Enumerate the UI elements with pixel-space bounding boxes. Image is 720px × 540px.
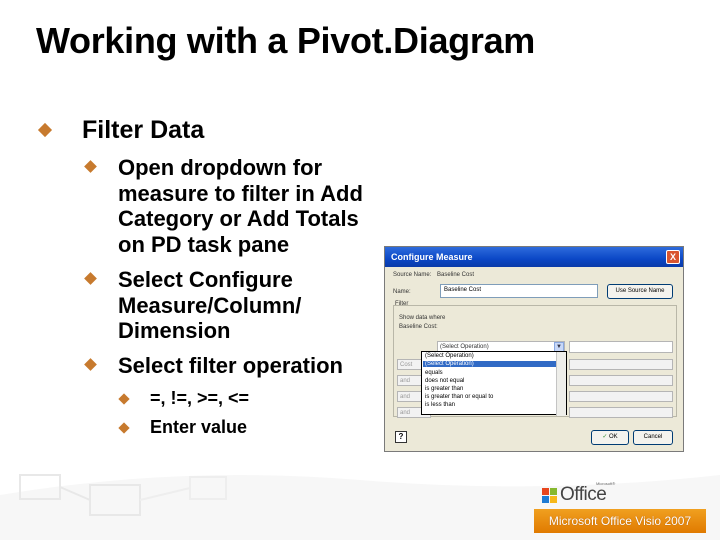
dropdown-scrollbar[interactable]: [556, 352, 566, 416]
office-logo-small-text: Microsoft®: [596, 481, 616, 486]
logo-square-icon: [550, 496, 557, 503]
bullet-open-dropdown: [118, 155, 388, 257]
operator-combo-value: (Select Operation): [440, 344, 489, 350]
dialog-title: Configure Measure: [385, 247, 683, 267]
help-icon[interactable]: ?: [395, 431, 407, 443]
logo-square-icon: [542, 496, 549, 503]
cancel-button[interactable]: Cancel: [633, 430, 673, 445]
bullet-diamond-icon: [84, 272, 97, 285]
product-name-bar: Microsoft Office Visio 2007: [534, 509, 706, 533]
office-logo-text: Office: [560, 484, 607, 505]
ok-button-label: OK: [609, 434, 618, 440]
conjunction-text: Cost: [400, 362, 413, 368]
dropdown-option[interactable]: equals: [425, 370, 443, 376]
bullet-diamond-icon: [38, 123, 52, 137]
source-name-value: Baseline Cost: [437, 272, 475, 278]
bullet-line: Select filter operation: [118, 353, 343, 378]
bullet-diamond-icon: [84, 160, 97, 173]
dropdown-option[interactable]: (Select Operation): [425, 353, 474, 359]
bullet-diamond-icon: [118, 393, 129, 404]
value-field[interactable]: [569, 375, 673, 386]
conjunction-text: and: [400, 378, 411, 384]
dropdown-option[interactable]: is greater than or equal to: [425, 394, 494, 400]
name-input[interactable]: Baseline Cost: [440, 284, 598, 298]
ok-button[interactable]: [591, 430, 629, 445]
slide-title: Working with a Pivot.Diagram: [36, 20, 536, 61]
bullet-operators: =, !=, >=, <=: [150, 388, 250, 408]
bullet-select-configure: [118, 267, 388, 344]
bullet-line: Select Configure: [118, 267, 293, 292]
bullet-diamond-icon: [84, 358, 97, 371]
filter-label: Filter: [395, 301, 409, 307]
close-icon[interactable]: X: [666, 250, 680, 264]
baseline-cost-label: Baseline Cost:: [399, 324, 438, 330]
bullet-line: Measure/Column/: [118, 292, 302, 318]
dropdown-option-selected[interactable]: (Select Operation): [423, 361, 563, 367]
bullet-line: Category or Add Totals: [118, 206, 359, 231]
bullet-enter-value: Enter value: [150, 417, 248, 437]
bullet-line: on PD task pane: [118, 231, 290, 257]
value-field[interactable]: [569, 359, 673, 370]
name-label: Name:: [393, 289, 411, 295]
operator-dropdown-list[interactable]: [421, 351, 567, 415]
bullet-line: Open dropdown for: [118, 155, 323, 180]
value-field[interactable]: [569, 341, 673, 353]
conjunction-text: and: [400, 410, 411, 416]
configure-measure-dialog: [384, 246, 684, 452]
use-source-name-button[interactable]: Use Source Name: [607, 284, 673, 299]
office-logo: [540, 482, 620, 510]
bullet-select-filter: [118, 353, 388, 379]
dropdown-option[interactable]: does not equal: [425, 378, 465, 384]
bullet-line: Dimension: [118, 318, 231, 343]
logo-square-icon: [542, 488, 549, 495]
bullet-diamond-icon: [118, 422, 129, 433]
chevron-down-icon[interactable]: ▼: [554, 342, 564, 352]
logo-square-icon: [550, 488, 557, 495]
conjunction-text: and: [400, 394, 411, 400]
show-data-label: Show data where: [399, 315, 446, 321]
dropdown-option[interactable]: is less than: [425, 402, 456, 408]
bullet-line: measure to filter in Add: [118, 180, 363, 206]
source-name-label: Source Name:: [393, 272, 432, 278]
bullet-filter-data: Filter Data: [82, 116, 205, 144]
check-icon: ✓: [602, 434, 608, 440]
dropdown-option[interactable]: is greater than: [425, 386, 464, 392]
value-field[interactable]: [569, 391, 673, 402]
value-field[interactable]: [569, 407, 673, 418]
